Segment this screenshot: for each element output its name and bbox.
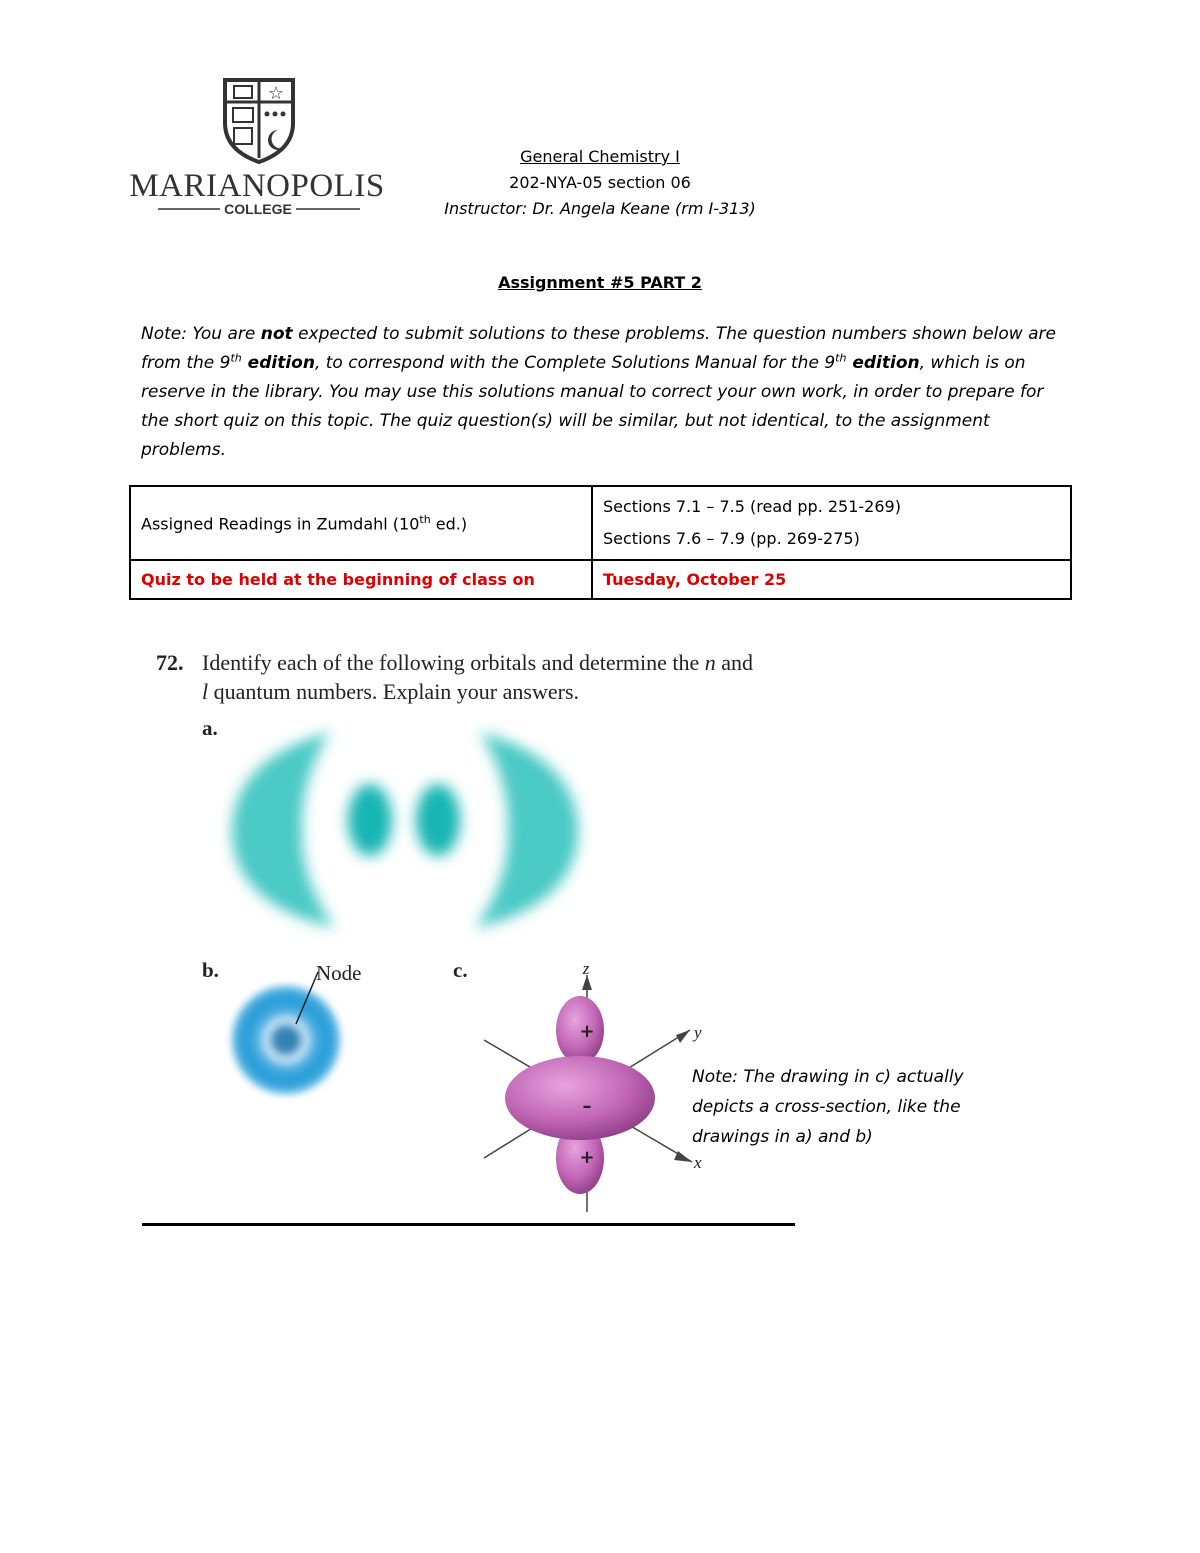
logo-subtitle: COLLEGE <box>224 201 292 217</box>
axis-x: x <box>694 1153 702 1172</box>
quiz-date: Tuesday, October 25 <box>592 560 1071 599</box>
label-b: b. <box>202 958 219 982</box>
label-c: c. <box>453 958 468 982</box>
course-section: 202-NYA-05 section 06 <box>509 173 691 192</box>
logo-wordmark: MARIANOPOLIS <box>129 168 385 204</box>
plus-sign-top: + <box>579 1021 595 1042</box>
svg-text:☆: ☆ <box>267 83 285 104</box>
orbital-b <box>232 986 340 1094</box>
divider-rule <box>142 1223 795 1226</box>
question-72: 72. Identify each of the following orbitals and determine the n and l quantum numbers. Explain your answers. <box>156 650 754 704</box>
course-title: General Chemistry I <box>520 147 680 166</box>
readings-label: Assigned Readings in Zumdahl (10th ed.) <box>130 486 592 560</box>
quiz-label: Quiz to be held at the beginning of class on <box>130 560 592 599</box>
axis-z: z <box>582 959 590 978</box>
readings-sections: Sections 7.1 – 7.5 (read pp. 251-269) Sections 7.6 – 7.9 (pp. 269-275) <box>592 486 1071 560</box>
minus-sign: – <box>582 1096 592 1117</box>
orbital-c <box>484 959 702 1212</box>
label-a: a. <box>202 716 218 740</box>
assignment-title: Assignment #5 PART 2 <box>498 273 702 292</box>
question-number: 72. <box>156 650 184 675</box>
assignment-note: Note: You are not expected to submit solutions to these problems. The question numbers shown below are from the 9th edition, to correspond with the Complete Solutions Manual for the 9th edition, which is on reserve in the library. You may use this solutions manual to correct your own work, in order to prepare for the short quiz on this topic. The quiz question(s) will be similar, but not identical, to the assignment problems. <box>141 324 1056 460</box>
plus-sign-bottom: + <box>579 1147 595 1168</box>
instructor-line: Instructor: Dr. Angela Keane (rm I-313) <box>444 199 756 218</box>
drawing-note: Note: The drawing in c) actually depicts a cross-section, like the drawings in a) and b) <box>692 1067 964 1147</box>
node-label: Node <box>316 961 362 985</box>
axis-y: y <box>694 1023 702 1042</box>
orbital-a <box>232 732 578 928</box>
